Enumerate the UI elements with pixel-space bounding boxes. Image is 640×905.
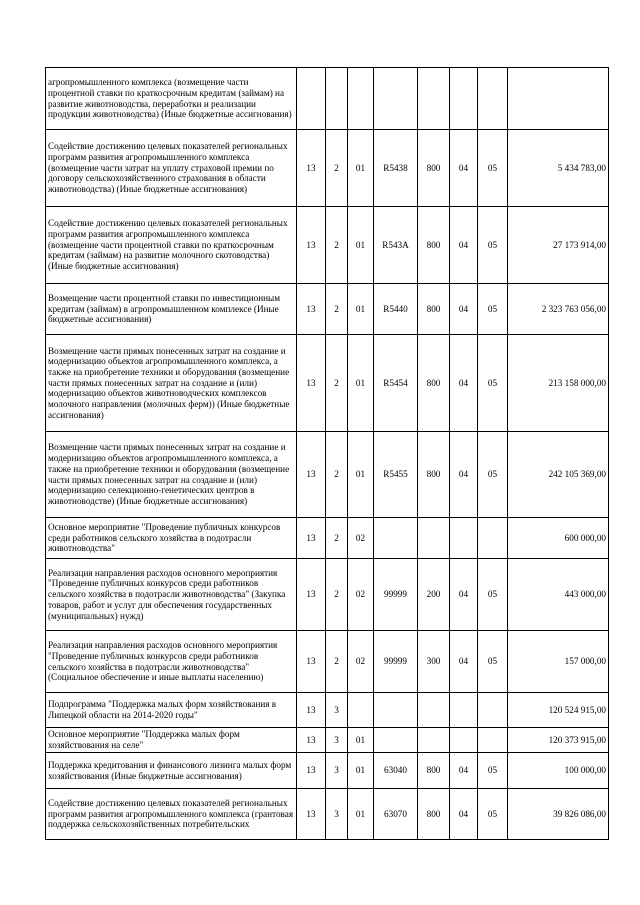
- cell-code-1: 13: [297, 789, 326, 840]
- table-row: [46, 789, 609, 840]
- cell-code-2: 2: [326, 631, 348, 693]
- cell-amount: 100 000,00: [508, 753, 609, 789]
- cell-amount: 120 524 915,00: [508, 693, 609, 728]
- cell-description: Поддержка кредитования и финансового лизинга малых форм хозяйствования (Иные бюджетные ассигнования): [46, 753, 297, 789]
- cell-section: 04: [450, 207, 478, 284]
- cell-code-3: 01: [348, 789, 374, 840]
- cell-code-2: 2: [326, 559, 348, 631]
- cell-code-2: 2: [326, 284, 348, 335]
- cell-subsection: 05: [478, 432, 508, 518]
- cell-code-3: 02: [348, 518, 374, 559]
- table-row: [46, 68, 609, 130]
- cell-code-1: 13: [297, 335, 326, 432]
- cell-code-3: 01: [348, 728, 374, 753]
- cell-section: [450, 68, 478, 130]
- cell-amount: 157 000,00: [508, 631, 609, 693]
- cell-target-article: 99999: [374, 631, 418, 693]
- cell-expense-type: [418, 68, 450, 130]
- cell-code-2: 2: [326, 130, 348, 207]
- cell-code-3: [348, 68, 374, 130]
- cell-code-2: 2: [326, 335, 348, 432]
- cell-subsection: [478, 518, 508, 559]
- cell-target-article: 99999: [374, 559, 418, 631]
- table-row: [46, 559, 609, 631]
- cell-target-article: 63070: [374, 789, 418, 840]
- cell-section: [450, 728, 478, 753]
- cell-code-3: 01: [348, 432, 374, 518]
- cell-code-2: [326, 68, 348, 130]
- cell-expense-type: [418, 518, 450, 559]
- cell-code-2: 3: [326, 728, 348, 753]
- table-row: [46, 728, 609, 753]
- cell-subsection: 05: [478, 559, 508, 631]
- cell-code-1: 13: [297, 631, 326, 693]
- cell-code-1: [297, 68, 326, 130]
- cell-expense-type: 300: [418, 631, 450, 693]
- cell-section: 04: [450, 631, 478, 693]
- cell-amount: 443 000,00: [508, 559, 609, 631]
- cell-section: 04: [450, 284, 478, 335]
- table-row: [46, 631, 609, 693]
- cell-code-2: 3: [326, 753, 348, 789]
- cell-target-article: R5438: [374, 130, 418, 207]
- cell-description: Содействие достижению целевых показателей региональных программ развития агропромышленного комплекса (грантовая поддержка сельскохозяйственных потребительских: [46, 789, 297, 840]
- cell-amount: 2 323 763 056,00: [508, 284, 609, 335]
- cell-amount: 242 105 369,00: [508, 432, 609, 518]
- cell-expense-type: [418, 693, 450, 728]
- cell-description: Реализация направления расходов основного мероприятия "Проведение публичных конкурсов среди работников сельского хозяйства в подотрасли животноводства" (Социальное обеспечение и иные выплаты населению): [46, 631, 297, 693]
- cell-subsection: 05: [478, 335, 508, 432]
- cell-subsection: 05: [478, 207, 508, 284]
- cell-subsection: 05: [478, 284, 508, 335]
- cell-subsection: 05: [478, 753, 508, 789]
- table-row: [46, 335, 609, 432]
- cell-subsection: 05: [478, 789, 508, 840]
- cell-expense-type: [418, 728, 450, 753]
- cell-code-2: 3: [326, 693, 348, 728]
- cell-code-1: 13: [297, 693, 326, 728]
- cell-description: Основное мероприятие "Поддержка малых форм хозяйствования на селе": [46, 728, 297, 753]
- cell-target-article: [374, 693, 418, 728]
- cell-expense-type: 800: [418, 335, 450, 432]
- cell-section: 04: [450, 130, 478, 207]
- cell-code-1: 13: [297, 207, 326, 284]
- table-row: [46, 284, 609, 335]
- cell-expense-type: 200: [418, 559, 450, 631]
- budget-table: [45, 67, 609, 840]
- cell-code-2: 2: [326, 518, 348, 559]
- cell-section: 04: [450, 753, 478, 789]
- cell-target-article: [374, 68, 418, 130]
- cell-description: агропромышленного комплекса (возмещение части процентной ставки по краткосрочным кредитам (займам) на развитие животноводства, переработки и реализации продукции животноводства) (Иные бюджетные ассигнования): [46, 68, 297, 130]
- cell-description: Реализация направления расходов основного мероприятия "Проведение публичных конкурсов среди работников сельского хозяйства в подотрасли животноводства" (Закупка товаров, работ и услуг для обеспечения государственных (муниципальных) нужд): [46, 559, 297, 631]
- cell-code-1: 13: [297, 432, 326, 518]
- table-body: [46, 68, 609, 840]
- cell-code-3: 01: [348, 130, 374, 207]
- cell-code-1: 13: [297, 284, 326, 335]
- cell-section: 04: [450, 335, 478, 432]
- cell-expense-type: 800: [418, 284, 450, 335]
- cell-expense-type: 800: [418, 130, 450, 207]
- cell-amount: [508, 68, 609, 130]
- cell-section: 04: [450, 559, 478, 631]
- cell-amount: 27 173 914,00: [508, 207, 609, 284]
- cell-description: Основное мероприятие "Проведение публичных конкурсов среди работников сельского хозяйства в подотрасли животноводства": [46, 518, 297, 559]
- cell-expense-type: 800: [418, 432, 450, 518]
- cell-code-2: 2: [326, 207, 348, 284]
- cell-target-article: R5455: [374, 432, 418, 518]
- cell-subsection: [478, 728, 508, 753]
- cell-amount: 5 434 783,00: [508, 130, 609, 207]
- cell-description: Подпрограмма "Поддержка малых форм хозяйствования в Липецкой области на 2014-2020 годы": [46, 693, 297, 728]
- cell-code-1: 13: [297, 559, 326, 631]
- cell-code-3: [348, 693, 374, 728]
- cell-target-article: [374, 518, 418, 559]
- cell-code-1: 13: [297, 518, 326, 559]
- cell-section: [450, 518, 478, 559]
- cell-code-3: 01: [348, 753, 374, 789]
- cell-code-1: 13: [297, 728, 326, 753]
- cell-expense-type: 800: [418, 789, 450, 840]
- cell-code-1: 13: [297, 753, 326, 789]
- table-row: [46, 130, 609, 207]
- cell-amount: 120 373 915,00: [508, 728, 609, 753]
- table-row: [46, 693, 609, 728]
- cell-subsection: [478, 68, 508, 130]
- cell-amount: 39 826 086,00: [508, 789, 609, 840]
- cell-code-3: 01: [348, 335, 374, 432]
- cell-target-article: R5454: [374, 335, 418, 432]
- cell-code-3: 01: [348, 284, 374, 335]
- cell-target-article: R543A: [374, 207, 418, 284]
- cell-target-article: [374, 728, 418, 753]
- cell-description: Содействие достижению целевых показателей региональных программ развития агропромышленного комплекса (возмещение части затрат на уплату страховой премии по договору сельскохозяйственного страхования в области животноводства) (Иные бюджетные ассигнования): [46, 130, 297, 207]
- cell-section: [450, 693, 478, 728]
- cell-description: Содействие достижению целевых показателей региональных программ развития агропромышленного комплекса (возмещение части процентной ставки по краткосрочным кредитам (займам) на развитие молочного скотоводства) (Иные бюджетные ассигнования): [46, 207, 297, 284]
- cell-amount: 213 158 000,00: [508, 335, 609, 432]
- cell-code-2: 2: [326, 432, 348, 518]
- cell-target-article: 63040: [374, 753, 418, 789]
- cell-code-2: 3: [326, 789, 348, 840]
- cell-description: Возмещение части прямых понесенных затрат на создание и модернизацию объектов агропромышленного комплекса, а также на приобретение техники и оборудования (возмещение части прямых понесенных затрат на создание и (или) модернизацию объектов животноводческих комплексов молочного направления (молочных ферм)) (Иные бюджетные ассигнования): [46, 335, 297, 432]
- table-row: [46, 207, 609, 284]
- cell-code-3: 01: [348, 207, 374, 284]
- cell-expense-type: 800: [418, 207, 450, 284]
- cell-code-3: 02: [348, 559, 374, 631]
- cell-description: Возмещение части прямых понесенных затрат на создание и модернизацию объектов агропромышленного комплекса, а также на приобретение техники и оборудования (возмещение части прямых понесенных затрат на создание и (или) модернизацию селекционно-генетических центров в животноводстве) (Иные бюджетные ассигнования): [46, 432, 297, 518]
- cell-code-3: 02: [348, 631, 374, 693]
- cell-description: Возмещение части процентной ставки по инвестиционным кредитам (займам) в агропромышленном комплексе (Иные бюджетные ассигнования): [46, 284, 297, 335]
- cell-section: 04: [450, 789, 478, 840]
- cell-expense-type: 800: [418, 753, 450, 789]
- cell-target-article: R5440: [374, 284, 418, 335]
- cell-amount: 600 000,00: [508, 518, 609, 559]
- cell-subsection: 05: [478, 130, 508, 207]
- table-row: [46, 518, 609, 559]
- table-row: [46, 432, 609, 518]
- cell-subsection: [478, 693, 508, 728]
- cell-subsection: 05: [478, 631, 508, 693]
- cell-section: 04: [450, 432, 478, 518]
- table-row: [46, 753, 609, 789]
- cell-code-1: 13: [297, 130, 326, 207]
